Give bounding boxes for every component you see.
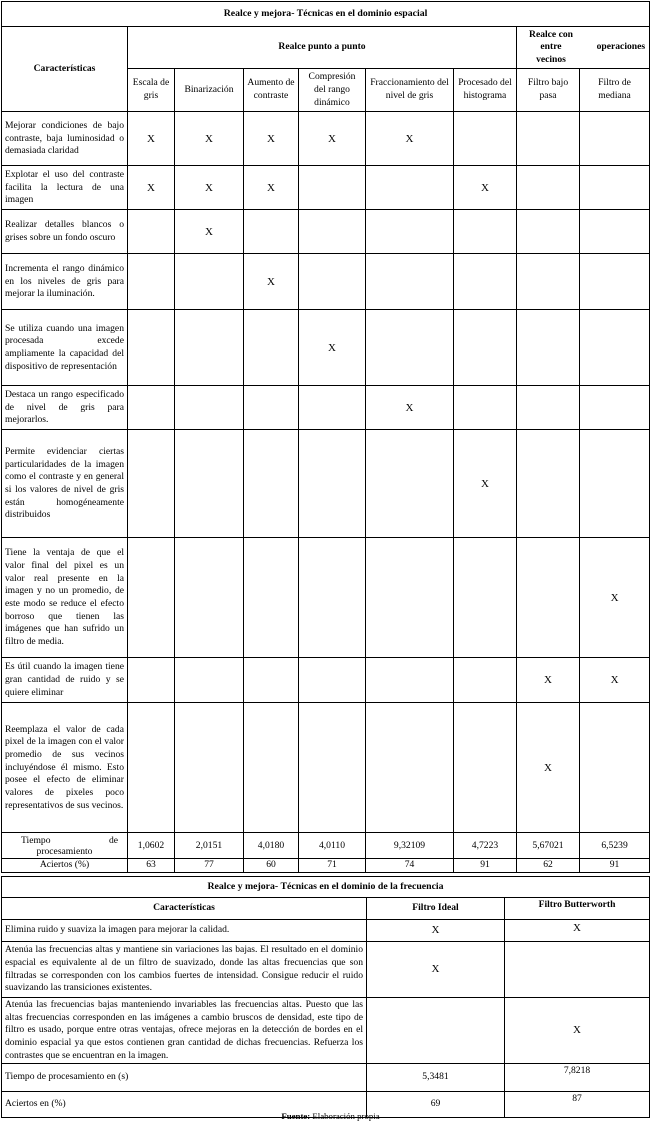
time-value: 9,32109 [366, 833, 454, 859]
mark-cell [244, 430, 299, 538]
column-header: Binarización [175, 69, 244, 112]
hits-value: 60 [244, 859, 299, 873]
frequency-characteristics-header: Características [2, 898, 367, 920]
mark-cell [128, 310, 175, 386]
row-characteristic: Tiene la ventaja de que el valor final del pixel es un valor real presente en la imagen y no un promedio, de este modo se reduce el efecto borroso que tienen las imágenes que han sufrido un filtro de media. [2, 538, 128, 658]
source-note [0, 1111, 661, 1121]
hits-value: 91 [454, 859, 517, 873]
mark-cell: X [299, 310, 366, 386]
source-label: Fuente: [281, 1111, 311, 1121]
characteristics-header: Características [2, 27, 128, 112]
mark-cell [175, 538, 244, 658]
mark-cell [517, 254, 580, 310]
table-row [2, 703, 650, 833]
time-value: 6,5239 [580, 833, 650, 859]
time-value: 4,7223 [454, 833, 517, 859]
mark-cell: X [244, 254, 299, 310]
row-characteristic: Elimina ruido y suaviza la imagen para mejorar la calidad. [2, 920, 367, 942]
hits-value: 63 [128, 859, 175, 873]
mark-cell [128, 538, 175, 658]
table-row [2, 538, 650, 658]
frequency-domain-table [1, 876, 650, 1118]
mark-cell: X [128, 166, 175, 210]
row-characteristic: Se utiliza cuando una imagen procesada excede ampliamente la capacidad del dispositivo de representación [2, 310, 128, 386]
mark-cell [454, 538, 517, 658]
mark-cell [517, 210, 580, 254]
column-header: Filtro Ideal [367, 898, 505, 920]
mark-cell [517, 538, 580, 658]
mark-cell [580, 112, 650, 166]
mark-cell: X [505, 920, 650, 942]
mark-cell: X [175, 112, 244, 166]
mark-cell [175, 310, 244, 386]
hits-value: 71 [299, 859, 366, 873]
mark-cell: X [517, 703, 580, 833]
table-row [2, 386, 650, 430]
mark-cell: X [454, 430, 517, 538]
mark-cell [244, 210, 299, 254]
mark-cell [517, 310, 580, 386]
mark-cell [175, 658, 244, 703]
row-characteristic: Atenúa las frecuencias bajas manteniendo invariables las frecuencias altas. Puesto que las altas frecuencias corresponden en las imágenes a cambio bruscos de densidad, este tipo de filtro es usado, porque entre otras ventajas, ofrece mejoras en la detección de bordes en el dominio espacial ya que estos contienen gran cantidad de dichas frecuencias. Refuerza los contrastes que se encuentran en la imagen. [2, 998, 367, 1064]
column-header: Filtro bajo pasa [517, 69, 580, 112]
mark-cell [505, 942, 650, 998]
mark-cell [454, 210, 517, 254]
time-value: 7,8218 [505, 1064, 650, 1092]
mark-cell [299, 210, 366, 254]
time-value: 4,0110 [299, 833, 366, 859]
mark-cell [128, 430, 175, 538]
table-row [2, 942, 650, 998]
mark-cell [299, 386, 366, 430]
time-label: Tiempo de procesamiento [2, 833, 128, 859]
mark-cell [454, 254, 517, 310]
mark-cell [299, 658, 366, 703]
mark-cell: X [505, 998, 650, 1064]
hits-value: 69 [367, 1092, 505, 1118]
freq-hits-label: Aciertos en (%) [2, 1092, 367, 1118]
mark-cell: X [244, 166, 299, 210]
mark-cell [244, 703, 299, 833]
hits-label: Aciertos (%) [2, 859, 128, 873]
mark-cell [299, 538, 366, 658]
mark-cell [175, 703, 244, 833]
mark-cell [244, 310, 299, 386]
mark-cell: X [454, 166, 517, 210]
mark-cell [128, 658, 175, 703]
source-text: Elaboración propia [312, 1111, 380, 1121]
hits-value: 74 [366, 859, 454, 873]
mark-cell: X [175, 210, 244, 254]
mark-cell [454, 310, 517, 386]
row-characteristic: Realizar detalles blancos o grises sobre un fondo oscuro [2, 210, 128, 254]
mark-cell: X [517, 658, 580, 703]
mark-cell [580, 254, 650, 310]
spatial-domain-table [1, 1, 650, 873]
mark-cell [299, 166, 366, 210]
mark-cell [454, 658, 517, 703]
time-value: 5,67021 [517, 833, 580, 859]
mark-cell [244, 538, 299, 658]
frequency-table-title: Realce y mejora- Técnicas en el dominio de la frecuencia [2, 877, 650, 898]
table-row [2, 920, 650, 942]
mark-cell [366, 703, 454, 833]
mark-cell [580, 310, 650, 386]
row-characteristic: Destaca un rango especificado de nivel de gris para mejorarlos. [2, 386, 128, 430]
mark-cell [454, 386, 517, 430]
mark-cell: X [299, 112, 366, 166]
row-characteristic: Mejorar condiciones de bajo contraste, baja luminosidad o demasiada claridad [2, 112, 128, 166]
mark-cell [299, 430, 366, 538]
mark-cell [244, 386, 299, 430]
column-header: Procesado del histograma [454, 69, 517, 112]
table-row [2, 998, 650, 1064]
mark-cell [366, 166, 454, 210]
mark-cell [517, 166, 580, 210]
mark-cell [244, 658, 299, 703]
column-header: Filtro Butterworth [505, 898, 650, 920]
time-value: 2,0151 [175, 833, 244, 859]
mark-cell [128, 254, 175, 310]
mark-cell [128, 386, 175, 430]
table-row [2, 166, 650, 210]
row-characteristic: Reemplaza el valor de cada pixel de la imagen con el valor promedio de sus vecinos incluyéndose él mismo. Esto posee el efecto de eliminar valores de pixeles poco representativos de sus vecinos. [2, 703, 128, 833]
mark-cell: X [175, 166, 244, 210]
table-row [2, 430, 650, 538]
mark-cell [366, 254, 454, 310]
table-row [2, 112, 650, 166]
mark-cell: X [366, 386, 454, 430]
column-header: Fraccionamiento del nivel de gris [366, 69, 454, 112]
mark-cell [366, 310, 454, 386]
mark-cell [580, 386, 650, 430]
mark-cell [367, 998, 505, 1064]
mark-cell [366, 538, 454, 658]
mark-cell [454, 703, 517, 833]
mark-cell [175, 386, 244, 430]
mark-cell [175, 430, 244, 538]
mark-cell [580, 430, 650, 538]
column-header: Filtro de mediana [580, 69, 650, 112]
mark-cell: X [244, 112, 299, 166]
hits-value: 62 [517, 859, 580, 873]
row-characteristic: Atenúa las frecuencias altas y mantiene sin variaciones las bajas. El resultado en el dominio espacial es equivalente al de un filtro de suavizado, donde las altas frecuencias que son filtradas se corresponden con los cambios fuertes de intensidad. Consigue reducir el ruido suavizando las transiciones existentes. [2, 942, 367, 998]
column-header: Aumento de contraste [244, 69, 299, 112]
mark-cell: X [367, 942, 505, 998]
freq-time-label: Tiempo de procesamiento en (s) [2, 1064, 367, 1092]
mark-cell [580, 166, 650, 210]
mark-cell: X [128, 112, 175, 166]
table-row [2, 658, 650, 703]
time-value: 1,0602 [128, 833, 175, 859]
time-value: 5,3481 [367, 1064, 505, 1092]
mark-cell [366, 658, 454, 703]
mark-cell [580, 210, 650, 254]
row-characteristic: Es útil cuando la imagen tiene gran cantidad de ruido y se quiere eliminar [2, 658, 128, 703]
mark-cell [128, 210, 175, 254]
mark-cell: X [367, 920, 505, 942]
row-characteristic: Incrementa el rango dinámico en los niveles de gris para mejorar la iluminación. [2, 254, 128, 310]
mark-cell [517, 386, 580, 430]
spatial-table-title: Realce y mejora- Técnicas en el dominio espacial [2, 2, 650, 27]
mark-cell [517, 430, 580, 538]
table-row [2, 254, 650, 310]
mark-cell [580, 703, 650, 833]
mark-cell [175, 254, 244, 310]
mark-cell [128, 703, 175, 833]
table-row [2, 310, 650, 386]
mark-cell [299, 254, 366, 310]
row-characteristic: Explotar el uso del contraste facilita la lectura de una imagen [2, 166, 128, 210]
table-row [2, 210, 650, 254]
column-header: Escala de gris [128, 69, 175, 112]
mark-cell: X [580, 538, 650, 658]
mark-cell [366, 210, 454, 254]
hits-value: 87 [505, 1092, 650, 1118]
mark-cell: X [366, 112, 454, 166]
mark-cell [517, 112, 580, 166]
mark-cell [454, 112, 517, 166]
point-to-point-header: Realce punto a punto [128, 27, 517, 69]
mark-cell [299, 703, 366, 833]
time-value: 4,0180 [244, 833, 299, 859]
mark-cell: X [580, 658, 650, 703]
row-characteristic: Permite evidenciar ciertas particularidades de la imagen como el contraste y en general si los valores de nivel de gris están homogéneamente distribuidos [2, 430, 128, 538]
neighbors-header: Realce con entre vecinos operaciones [517, 27, 650, 69]
hits-value: 91 [580, 859, 650, 873]
mark-cell [366, 430, 454, 538]
hits-value: 77 [175, 859, 244, 873]
column-header: Compresión del rango dinámico [299, 69, 366, 112]
